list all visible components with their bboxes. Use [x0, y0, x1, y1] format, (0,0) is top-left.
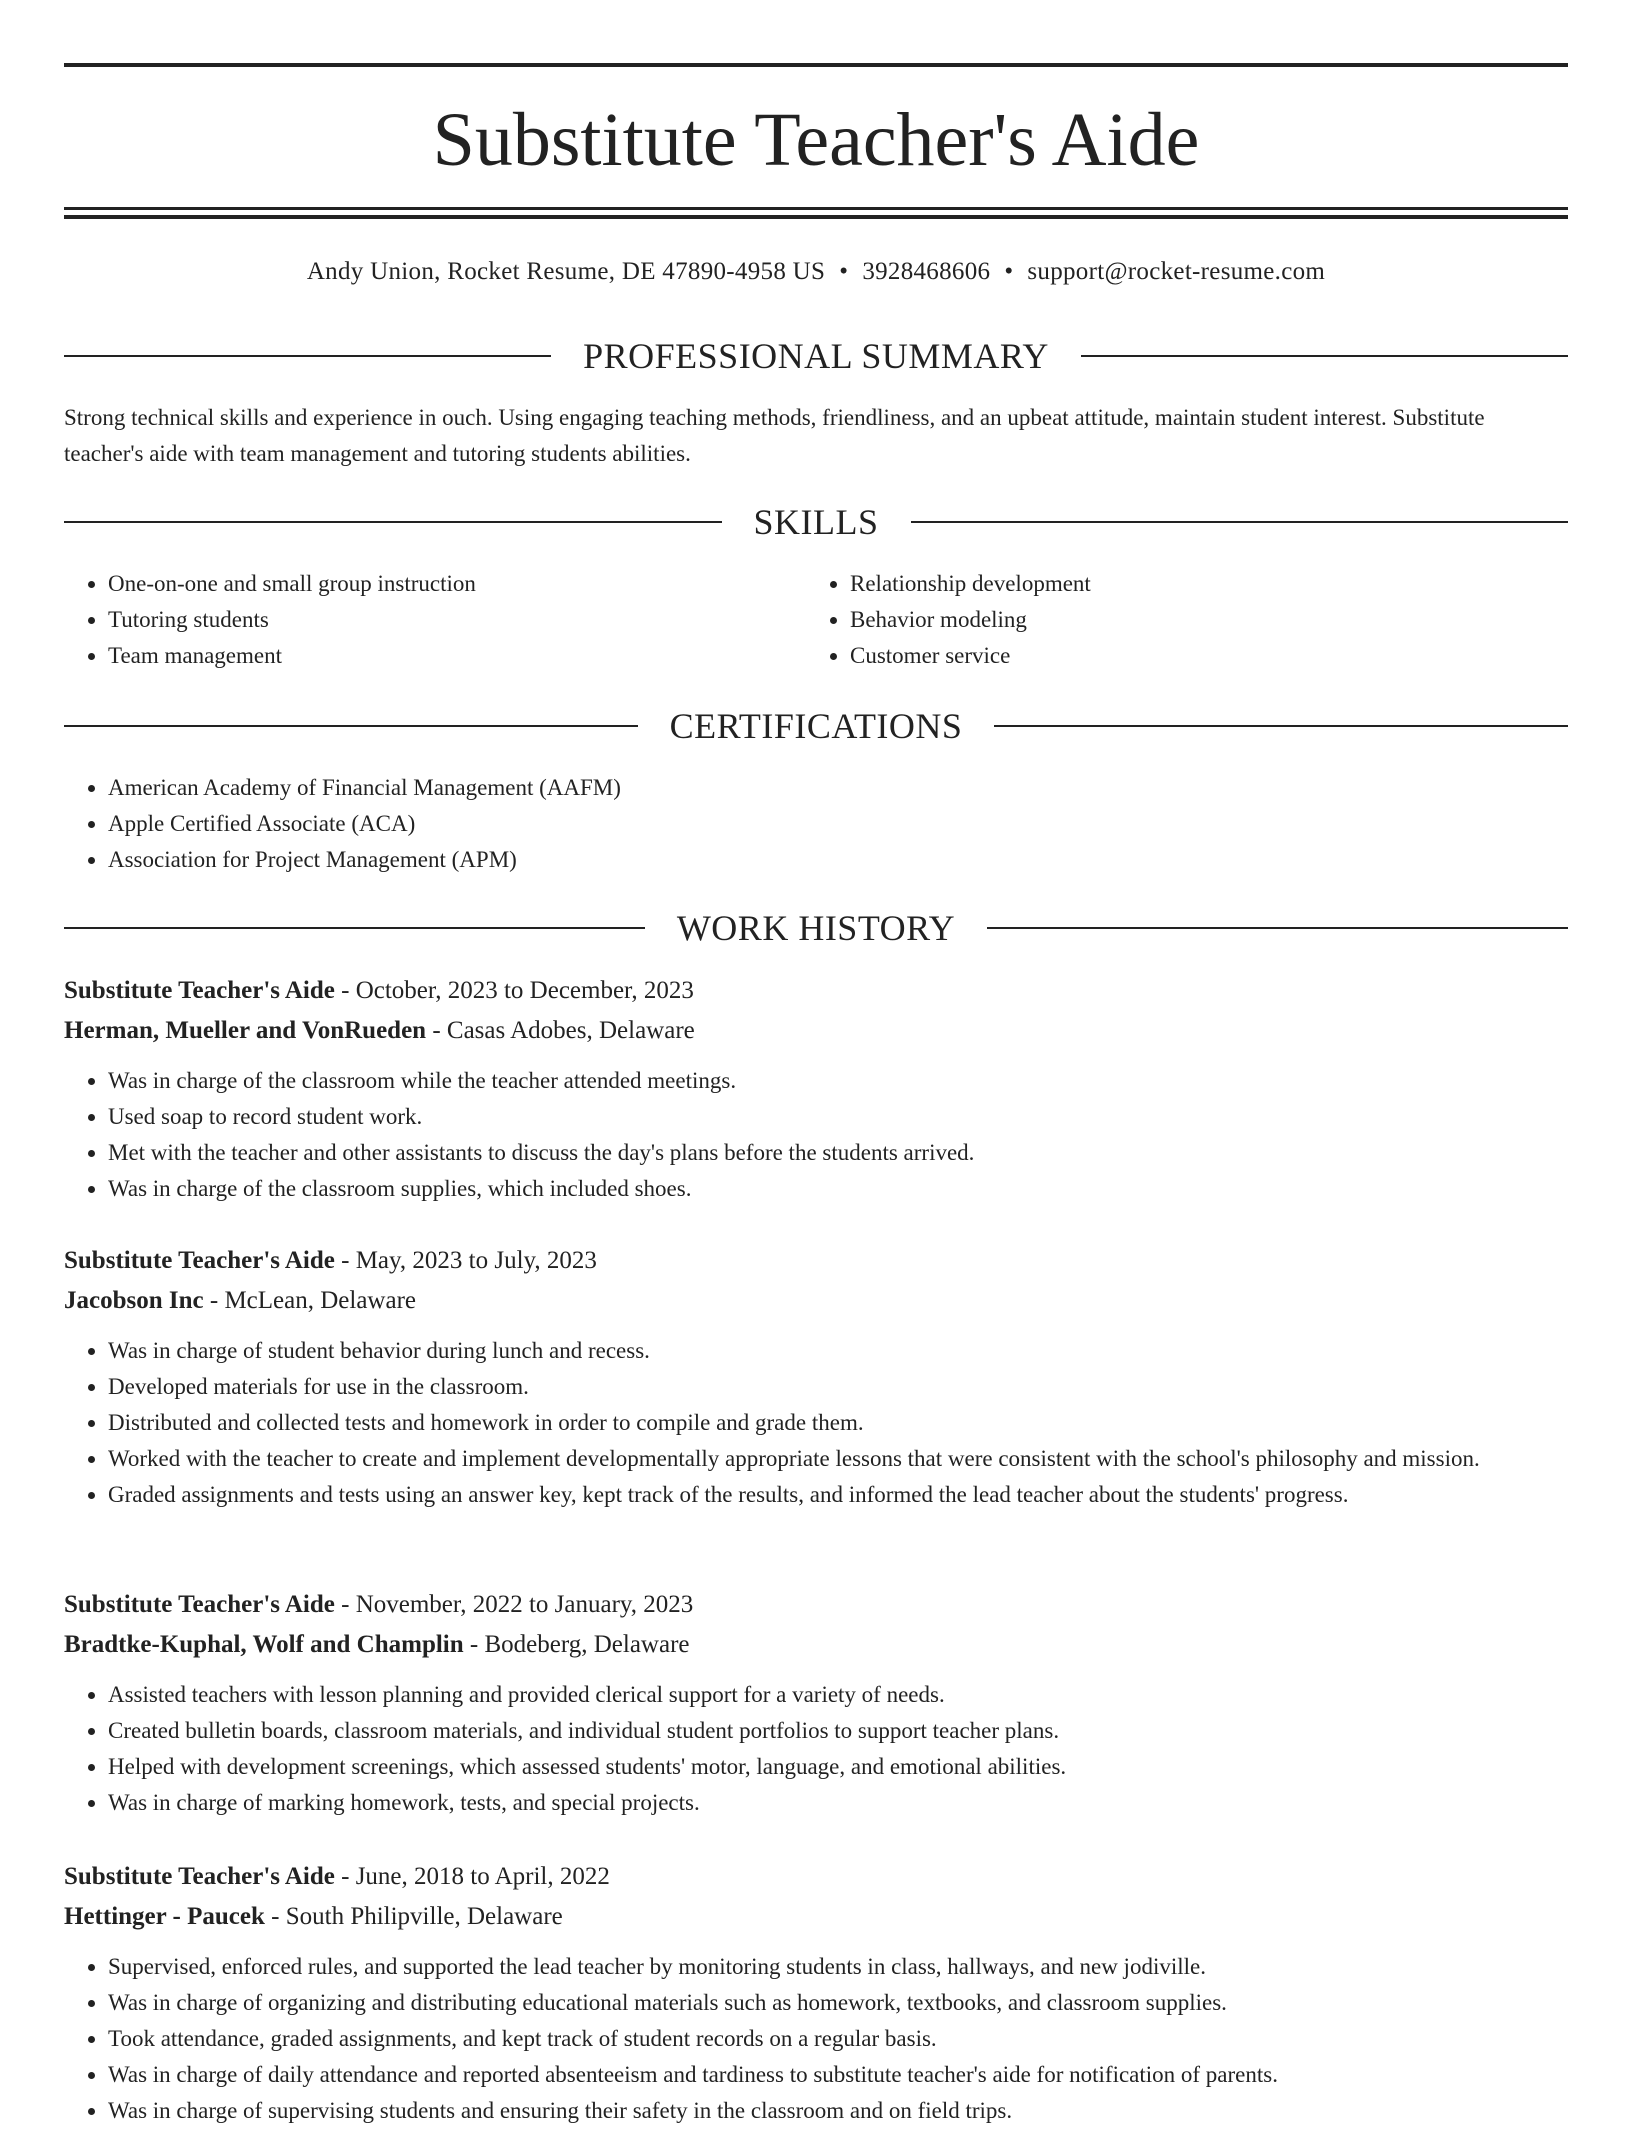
heading-rule-right	[987, 927, 1568, 929]
heading-rule-left	[64, 355, 551, 357]
job-title-line	[64, 971, 1568, 1011]
certification-item: • Association for Project Management (APM)	[108, 842, 1568, 878]
certifications-list	[64, 770, 1568, 878]
job-bullet: • Worked with the teacher to create and implement developmentally appropriate lessons that were consistent with the school's philosophy and mission.	[108, 1441, 1568, 1477]
job-location: - South Philipville, Delaware	[264, 1903, 563, 1930]
job-dates: - October, 2023 to December, 2023	[334, 977, 694, 1004]
job-bullet: • Met with the teacher and other assistants to discuss the day's plans before the students arrived.	[108, 1135, 1568, 1171]
skills-heading	[64, 500, 1568, 544]
job-title: Substitute Teacher's Aide	[64, 977, 335, 1004]
job-bullet: • Was in charge of daily attendance and reported absenteeism and tardiness to substitute teacher's aide for notification of parents.	[108, 2057, 1568, 2093]
heading-rule-left	[64, 927, 645, 929]
job-bullet: • Was in charge of supervising students and ensuring their safety in the classroom and on field trips.	[108, 2093, 1568, 2129]
heading-rule-right	[994, 725, 1568, 727]
skill-item: • Team management	[108, 638, 806, 674]
work-history-heading	[64, 906, 1568, 950]
summary-text: Strong technical skills and experience in ouch. Using engaging teaching methods, friendliness, and an upbeat attitude, maintain student interest. Substitute teacher's aide with team management and tutoring students abilities.	[64, 405, 1485, 466]
job-bullet: • Created bulletin boards, classroom materials, and individual student portfolios to support teacher plans.	[108, 1713, 1568, 1749]
skills-column-left	[64, 566, 806, 674]
contact-phone: 3928468606	[862, 258, 991, 285]
job-bullets	[64, 1949, 1568, 2129]
job-company: Hettinger - Paucek	[64, 1903, 265, 1930]
job-bullet: • Was in charge of the classroom supplies, which included shoes.	[108, 1171, 1568, 1207]
job-bullet: • Graded assignments and tests using an answer key, kept track of the results, and informed the lead teacher about the students' progress.	[108, 1477, 1568, 1513]
job-company: Jacobson Inc	[64, 1287, 204, 1314]
job-bullets	[64, 1677, 1568, 1821]
contact-address: Andy Union, Rocket Resume, DE 47890-4958 US	[306, 258, 826, 285]
job-location: - Bodeberg, Delaware	[463, 1631, 690, 1658]
job-title-line	[64, 1857, 1568, 1897]
job-dates: - November, 2022 to January, 2023	[334, 1591, 694, 1618]
skills-title: SKILLS	[753, 502, 879, 542]
summary-heading	[64, 334, 1568, 378]
header-double-rule	[64, 207, 1568, 219]
job-company-line	[64, 1625, 1568, 1665]
skill-item: • Relationship development	[850, 566, 1548, 602]
job-bullet: • Was in charge of student behavior during lunch and recess.	[108, 1333, 1568, 1369]
job-entry	[64, 1857, 1568, 2129]
job-dates: - June, 2018 to April, 2022	[334, 1863, 610, 1890]
job-bullets	[64, 1063, 1568, 1207]
contact-separator: •	[1004, 258, 1014, 285]
job-entry	[64, 1585, 1568, 1821]
job-bullet: • Was in charge of marking homework, tests, and special projects.	[108, 1785, 1568, 1821]
summary-title: PROFESSIONAL SUMMARY	[583, 336, 1049, 376]
job-title: Substitute Teacher's Aide	[64, 1863, 335, 1890]
certifications-title: CERTIFICATIONS	[669, 706, 963, 746]
heading-rule-right	[911, 521, 1569, 523]
job-dates: - May, 2023 to July, 2023	[334, 1247, 597, 1274]
top-rule	[64, 63, 1568, 67]
job-location: - McLean, Delaware	[203, 1287, 417, 1314]
heading-rule-right	[1081, 355, 1568, 357]
contact-line	[64, 254, 1568, 290]
job-company-line	[64, 1281, 1568, 1321]
skill-item: • Tutoring students	[108, 602, 806, 638]
heading-rule-left	[64, 521, 722, 523]
job-entry	[64, 971, 1568, 1207]
job-title-line	[64, 1585, 1568, 1625]
job-bullet: • Was in charge of the classroom while the teacher attended meetings.	[108, 1063, 1568, 1099]
skill-item: • Behavior modeling	[850, 602, 1548, 638]
job-title: Substitute Teacher's Aide	[64, 1591, 335, 1618]
certification-item: • American Academy of Financial Management (AAFM)	[108, 770, 1568, 806]
job-bullet: • Assisted teachers with lesson planning and provided clerical support for a variety of needs.	[108, 1677, 1568, 1713]
job-bullet: • Helped with development screenings, which assessed students' motor, language, and emotional abilities.	[108, 1749, 1568, 1785]
heading-rule-left	[64, 725, 638, 727]
job-bullet: • Used soap to record student work.	[108, 1099, 1568, 1135]
resume-title: Substitute Teacher's Aide	[432, 98, 1200, 182]
job-company-line	[64, 1011, 1568, 1051]
job-bullet: • Took attendance, graded assignments, and kept track of student records on a regular basis.	[108, 2021, 1568, 2057]
contact-separator: •	[839, 258, 849, 285]
skills-column-right	[806, 566, 1548, 674]
job-location: - Casas Adobes, Delaware	[426, 1017, 695, 1044]
job-company-line	[64, 1897, 1568, 1937]
job-bullet: • Was in charge of organizing and distributing educational materials such as homework, textbooks, and classroom supplies.	[108, 1985, 1568, 2021]
job-bullets	[64, 1333, 1568, 1513]
certifications-heading	[64, 704, 1568, 748]
skill-item: • One-on-one and small group instruction	[108, 566, 806, 602]
job-bullet: • Supervised, enforced rules, and supported the lead teacher by monitoring students in class, hallways, and new jodiville.	[108, 1949, 1568, 1985]
skill-item: • Customer service	[850, 638, 1548, 674]
job-bullet: • Distributed and collected tests and homework in order to compile and grade them.	[108, 1405, 1568, 1441]
skills-list	[64, 566, 1568, 674]
work-history-title: WORK HISTORY	[676, 908, 956, 948]
job-company: Bradtke-Kuphal, Wolf and Champlin	[64, 1631, 464, 1658]
job-title-line	[64, 1241, 1568, 1281]
job-company: Herman, Mueller and VonRueden	[64, 1017, 427, 1044]
contact-email: support@rocket-resume.com	[1027, 258, 1326, 285]
job-title: Substitute Teacher's Aide	[64, 1247, 335, 1274]
job-entry	[64, 1241, 1568, 1513]
certification-item: • Apple Certified Associate (ACA)	[108, 806, 1568, 842]
job-bullet: • Developed materials for use in the classroom.	[108, 1369, 1568, 1405]
